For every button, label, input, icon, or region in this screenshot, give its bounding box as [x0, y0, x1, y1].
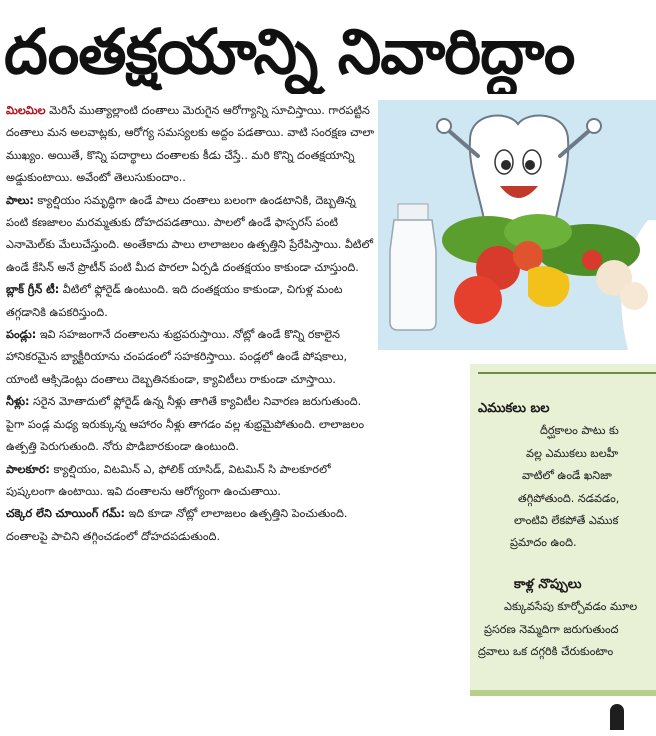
section-spinach	[6, 459, 378, 504]
section-label: పాలు:	[6, 193, 34, 207]
section-text: సరైన మోతాదులో ఫ్లోరైడ్ ఉన్న నీళ్లు తాగితే క్యావిటీల నివారణ జరుగుతుంది. పైగా పండ్ల మధ్య ఇరుక్కున్న ఆహారం నీళ్లు తాగడం వల్ల శుభ్రమైపోతుంది. లాలాజలం ఉత్పత్తి పెరుగుతుంది. నోరు పొడిబారకుండా ఉంటుంది.	[6, 395, 365, 454]
side-line: ఎక్కువసేపు కూర్చోవడం మూల	[504, 600, 638, 614]
side-line: ద్రవాలు ఒక దగ్గరికి చేరుకుంటాం	[478, 645, 614, 659]
section-gum	[6, 503, 378, 548]
section-text: ఇవి సహజంగానే దంతాలను శుభ్రపరుస్తాయి. నోట్లో ఉండే కొన్ని రకాలైన హానికరమైన బ్యాక్టీరియాను చంపడంలో సహకరిస్తాయి. పండ్లలో ఉండే పోషకాలు, యాంటి ఆక్సిడెంట్లు దంతాలు దెబ్బతినకుండా, క్యావిటీలు రాకుండా చూస్తాయి.	[6, 328, 348, 386]
side-line: వల్ల ఎముకలు బలహీ	[526, 446, 619, 460]
section-text: క్యాల్షియం సమృద్ధిగా ఉండే పాలు దంతాలు బలంగా ఉండటానికి, దెబ్బతిన్న పంటి కణజాలం మరమ్మతుకు దోహదపడతాయి. పాలలో ఉండే ఫాస్ఫరస్ పంటి ఎనామెల్‌కు మేలుచేస్తుంది. అంతేకాదు పాలు లాలాజలం ఉత్పత్తిని ప్రేరేపిస్తాయి. వీటిలో ఉండే కేసిన్ అనే ప్రొటీన్ పంటి మీద పొరలా ఏర్పడి దంతక్షయం కాకుండా చూస్తుంది.	[6, 193, 373, 274]
article-body	[6, 100, 378, 548]
side-line: ప్రమాదం ఉంది.	[510, 536, 577, 550]
intro-paragraph	[6, 100, 378, 190]
section-label: పాలకూర:	[6, 462, 50, 476]
side-heading-legs: కాళ్ల నొప్పులు	[514, 577, 582, 592]
section-label: పండ్లు:	[6, 328, 37, 342]
panel-bottom-space	[470, 696, 656, 736]
section-fruits	[6, 324, 378, 391]
section-text: క్యాల్షియం, విటమిన్ ఎ, ఫోలిక్ యాసిడ్, విటమిన్ సి పాలకూరలో పుష్కలంగా ఉంటాయి. ఇవి దంతాలను ఆరోగ్యంగా ఉంచుతాయి.	[6, 462, 331, 498]
section-water	[6, 391, 378, 458]
section-label: నీళ్లు:	[6, 395, 30, 409]
side-line: ప్రసరణ నెమ్మదిగా జరుగుతుంద	[484, 622, 619, 636]
milk-bottle-icon	[390, 204, 436, 330]
side-heading-bones: ఎముకలు బల	[478, 401, 550, 416]
cropped-glyph	[610, 704, 624, 730]
adjacent-column	[470, 364, 656, 736]
intro-lead: మిలమిల	[6, 104, 46, 117]
side-line: లాంటివి లేకపోతే ఎముక	[514, 514, 619, 528]
tooth-food-illustration	[378, 100, 656, 350]
side-line: తగ్గిపోతుంది. నడవడం,	[518, 491, 620, 505]
intro-text: మెరిసే ముత్యాల్లాంటి దంతాలు మెరుగైన ఆరోగ్యాన్ని సూచిస్తాయి. గారపట్టిన దంతాలు మన అలవాట్లకు, ఆరోగ్య సమస్యలకు అద్దం పడతాయి. వాటి సంరక్షణ చాలా ముఖ్యం. అయితే, కొన్ని పదార్థాలు దంతాలకు కీడు చేస్తే.. మరి కొన్ని దంతక్షయాన్ని అడ్డుకుంటాయి. అవేంటో తెలుసుకుందాం..	[6, 104, 375, 185]
section-milk	[6, 190, 378, 280]
section-tea	[6, 279, 378, 324]
side-line: వాటిలో ఉండే ఖనిజా	[522, 469, 612, 483]
section-text: వీటిలో ఫ్లోరైడ్ ఉంటుంది. ఇది దంతక్షయం కాకుండా, చిగుళ్ల మంట తగ్గడానికి ఉపకరిస్తుంది.	[6, 283, 343, 319]
section-label: చక్కెర లేని చూయింగ్ గమ్:	[6, 507, 125, 521]
side-line: దీర్ఘకాలం పాటు కు	[540, 424, 619, 438]
section-text: ఇది కూడా నోట్లో లాలాజలం ఉత్పత్తిని పెంచుతుంది. దంతాలపై పాచిని తగ్గించడంలో దోహదపడుతుంది.	[6, 507, 348, 543]
section-label: బ్లాక్ గ్రీన్ టీ:	[6, 283, 60, 297]
panel-divider	[478, 372, 656, 374]
side-section-legs	[478, 574, 656, 664]
side-section-bones	[478, 398, 656, 555]
headline: దంతక్షయాన్ని నివారిద్దాం	[4, 15, 575, 88]
